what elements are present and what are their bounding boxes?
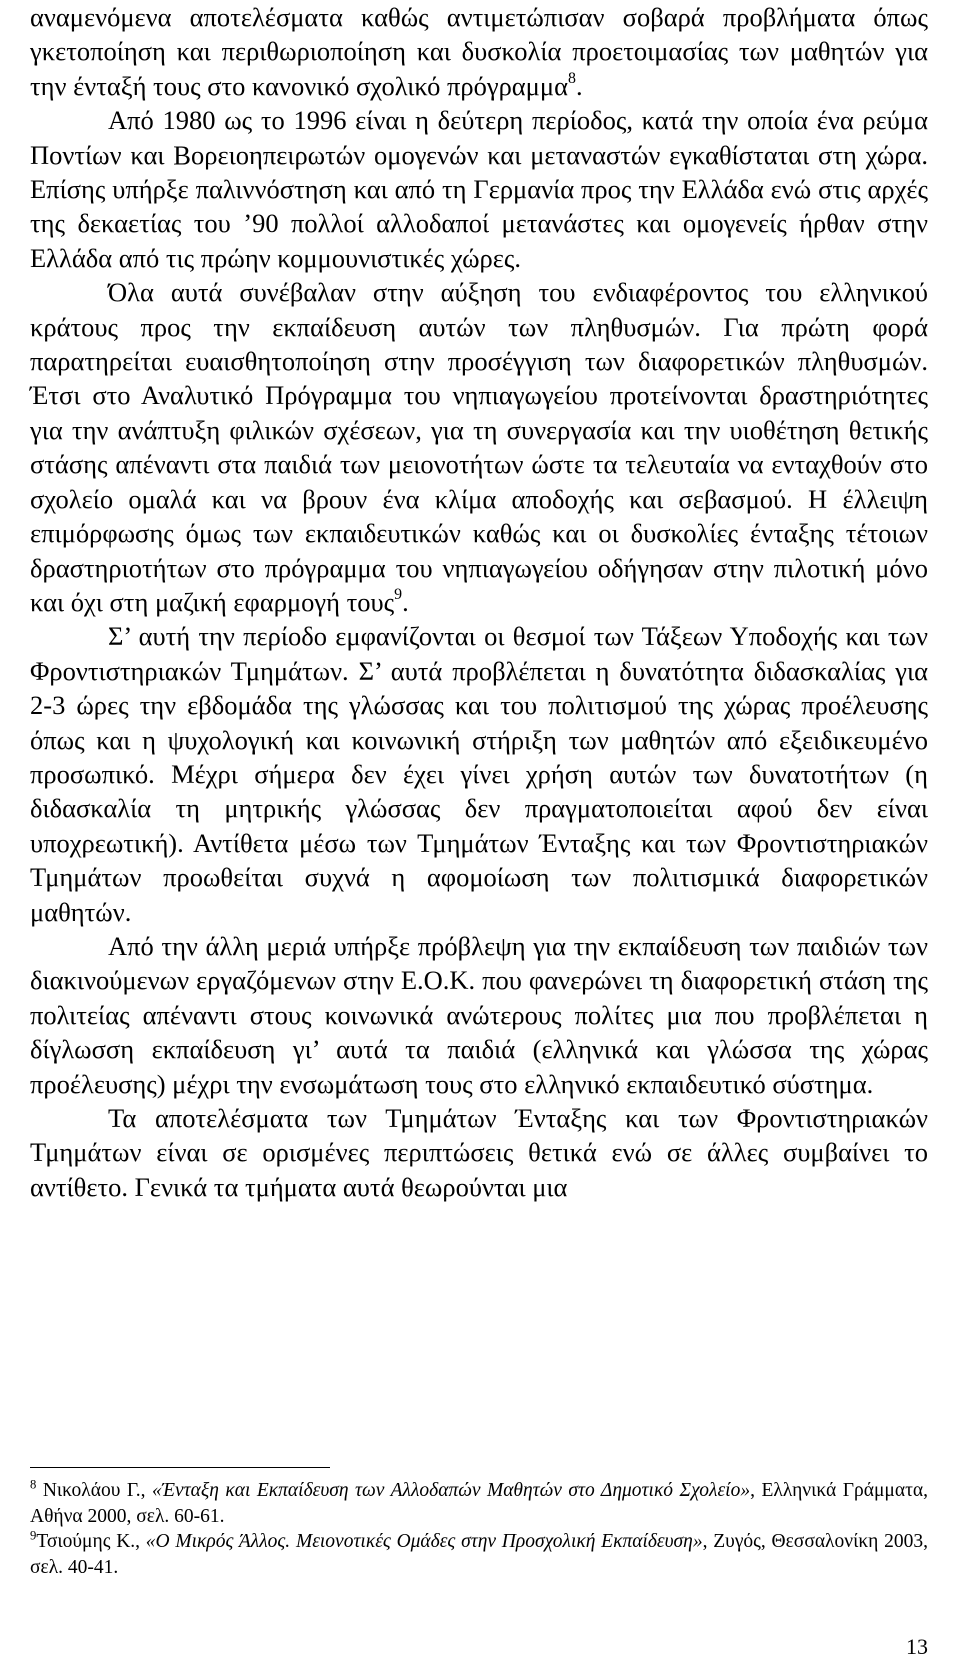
footnote-author: Νικολάου Γ. [36, 1480, 141, 1501]
paragraph-6: Τα αποτελέσματα των Τμημάτων Ένταξης και των Φροντιστηριακών Τμημάτων είναι σε ορισμένες περιπτώσεις θετικά ενώ σε άλλες συμβαίνει το αντίθετο. Γενικά τα τμήματα αυτά θεωρούνται μια [30, 1103, 928, 1202]
footnote-publication: , Ελληνικά Γράμματα, Αθήνα 2000, σελ. 60-61. [30, 1480, 928, 1527]
footnote-9 [30, 1529, 928, 1580]
footnote-8 [30, 1478, 928, 1529]
footnote-ref-9[interactable]: 9 [394, 585, 403, 603]
footnote-title: «Ένταξη και Εκπαίδευση των Αλλοδαπών Μαθητών στο Δημοτικό Σχολείο» [152, 1480, 751, 1501]
page-number: 13 [906, 1634, 928, 1659]
paragraph-text: Όλα αυτά συνέβαλαν στην αύξηση του ενδιαφέροντος του ελληνικού κράτους προς την εκπαίδευση αυτών των πληθυσμών. Για πρώτη φορά παρατηρείται ευαισθητοποίηση στην προσέγγιση των διαφορετικών πληθυσμών. Έτσι στο Αναλυτικό Πρόγραμμα του νηπιαγωγείου προτείνονται δραστηριότητες για την ανάπτυξη φιλικών σχέσεων, για τη συνεργασία και την υιοθέτηση θετικής στάσης απέναντι στα παιδιά των μειονοτήτων ώστε τα τελευταία να ενταχθούν στο σχολείο ομαλά και να βρουν ένα κλίμα αποδοχής και σεβασμού. Η έλλειψη επιμόρφωσης όμως των εκπαιδευτικών καθώς και οι δυσκολίες ένταξης τέτοιων δραστηριοτήτων στο πρόγραμμα του νηπιαγωγείου οδήγησαν στην πιλοτική μόνο και όχι στη μαζική εφαρμογή τους [30, 277, 928, 617]
paragraph-text: αναμενόμενα αποτελέσματα καθώς αντιμετώπισαν σοβαρά προβλήματα όπως γκετοποίηση και περιθωριοποίηση και δυσκολία προετοιμασίας των μαθητών για την ένταξή τους στο κανονικό σχολικό πρόγραμμα [30, 2, 928, 101]
footnote-separator: , [140, 1480, 153, 1501]
footnote-title: «Ο Μικρός Άλλος. Μειονοτικές Ομάδες στην Προσχολική Εκπαίδευση» [145, 1531, 703, 1552]
paragraph-4: Σ’ αυτή την περίοδο εμφανίζονται οι θεσμοί των Τάξεων Υποδοχής και των Φροντιστηριακών Τμημάτων. Σ’ αυτά προβλέπεται η δυνατότητα διδασκαλίας για 2-3 ώρες την εβδομάδα της γλώσσας και του πολιτισμού της χώρας προέλευσης όπως και η ψυχολογική και κοινωνική στήριξη των μαθητών από εξειδικευμένο προσωπικό. Μέχρι σήμερα δεν έχει γίνει χρήση αυτών των δυνατοτήτων (η διδασκαλία τη μητρικής γλώσσας δεν πραγματοποιείται αφού δεν είναι υποχρεωτική). Αντίθετα μέσω των Τμημάτων Ένταξης και των Φροντιστηριακών Τμημάτων προωθείται συχνά η αφομοίωση των πολιτισμικά διαφορετικών μαθητών. [30, 621, 928, 927]
footnote-number: 9 [30, 1528, 37, 1543]
paragraph-5: Από την άλλη μεριά υπήρξε πρόβλεψη για την εκπαίδευση των παιδιών των διακινούμενων εργαζόμενων στην Ε.Ο.Κ. που φανερώνει τη διαφορετική στάση της πολιτείας απέναντι στους κοινωνικά ανώτερους πολίτες μια που προβλέπεται η δίγλωσση εκπαίδευση γι’ αυτά τα παιδιά (ελληνικά και γλώσσα της χώρας προέλευσης) μέχρι την ενσωμάτωση τους στο ελληνικό εκπαιδευτικό σύστημα. [30, 930, 928, 1099]
footnote-publication: , Ζυγός, Θεσσαλονίκη 2003, σελ. 40-41. [30, 1531, 928, 1578]
paragraph-1 [30, 0, 928, 103]
footnote-ref-8[interactable]: 8 [567, 69, 576, 87]
footnote-author: Τσιούμης Κ. [36, 1531, 136, 1552]
paragraph-end: . [575, 70, 583, 101]
paragraph-end: . [402, 586, 409, 617]
footnote-separator: , [135, 1531, 146, 1552]
footnote-number: 8 [30, 1477, 37, 1492]
footnote-divider [30, 1467, 330, 1468]
body-text [30, 0, 928, 1204]
paragraph-3 [30, 275, 928, 619]
footnotes [30, 1478, 928, 1580]
paragraph-2: Από 1980 ως το 1996 είναι η δεύτερη περίοδος, κατά την οποία ένα ρεύμα Ποντίων και Βορειοηπειρωτών ομογενών και μεταναστών εγκαθίσταται στη χώρα. Επίσης υπήρξε παλιννόστηση και από τη Γερμανία προς την Ελλάδα ενώ στις αρχές της δεκαετίας του ’90 πολλοί αλλοδαποί μετανάστες και ομογενείς ήρθαν στην Ελλάδα από τις πρώην κομμουνιστικές χώρες. [30, 105, 928, 273]
